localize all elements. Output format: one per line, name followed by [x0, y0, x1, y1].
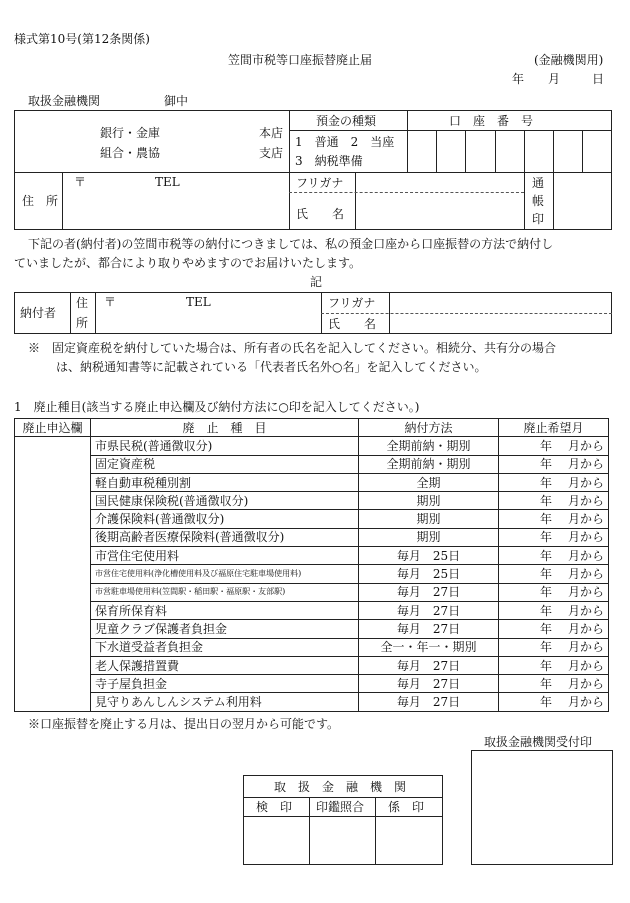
clerk-seal-label: 係 印 — [388, 800, 425, 814]
apply-cell[interactable] — [15, 473, 91, 491]
table-row — [15, 437, 609, 455]
payer-tel-label: TEL — [186, 295, 211, 309]
table-header-row — [15, 419, 609, 437]
col-month-header: 廃止希望月 — [499, 419, 609, 437]
cancel-month-cell[interactable] — [499, 437, 609, 455]
item-name: 固定資産税 — [91, 455, 359, 473]
table-row — [15, 601, 609, 619]
seal-label-3: 印 — [532, 212, 545, 226]
copy-type: (金融機関用) — [534, 53, 604, 67]
date-day: 日 — [592, 72, 605, 86]
cancel-month-suffix: 月から — [567, 493, 604, 508]
col-item-header: 廃 止 種 目 — [91, 419, 359, 437]
payer-furigana-label: フリガナ — [328, 296, 376, 310]
body-text-line1: 下記の者(納付者)の笠間市税等の納付につきましては、私の預金口座から口座振替の方法で納付し — [28, 237, 554, 251]
table-row — [15, 638, 609, 656]
deposit-options-2: 3 納税準備 — [295, 154, 363, 168]
payment-method[interactable]: 毎月 27日 — [359, 693, 499, 711]
payment-method[interactable]: 全期前納・期別 — [359, 437, 499, 455]
section1-title: 1 廃止種目(該当する廃止申込欄及び納付方法に○印を記入してください。) — [14, 400, 420, 414]
table-row — [15, 510, 609, 528]
branch-sub: 支店 — [259, 146, 284, 160]
payment-method[interactable]: 毎月 25日 — [359, 565, 499, 583]
seal-label-2: 帳 — [532, 194, 545, 208]
item-name: 保育所保育料 — [91, 601, 359, 619]
cancel-year-word: 年 — [539, 658, 552, 673]
apply-cell[interactable] — [15, 455, 91, 473]
cancel-month-suffix: 月から — [567, 676, 604, 691]
col-apply-header: 廃止申込欄 — [15, 419, 91, 437]
cancel-month-cell[interactable] — [499, 492, 609, 510]
payer-name-label: 氏 名 — [328, 317, 377, 331]
apply-cell[interactable] — [15, 656, 91, 674]
cancel-month-cell[interactable] — [499, 675, 609, 693]
cancel-month-cell[interactable] — [499, 510, 609, 528]
holder-tel-label: TEL — [155, 175, 180, 189]
item-name: 後期高齢者医療保険料(普通徴収分) — [91, 528, 359, 546]
table-row — [15, 693, 609, 711]
cancel-month-suffix: 月から — [567, 548, 604, 563]
cancel-month-cell[interactable] — [499, 638, 609, 656]
cancel-month-suffix: 月から — [567, 512, 604, 527]
cancel-month-suffix: 月から — [567, 621, 604, 636]
cancel-year-word: 年 — [539, 603, 552, 618]
apply-cell[interactable] — [15, 565, 91, 583]
payment-method[interactable]: 全一・年一・期別 — [359, 638, 499, 656]
cancel-month-cell[interactable] — [499, 601, 609, 619]
item-name: 介護保険料(普通徴収分) — [91, 510, 359, 528]
bank-processing-title: 取 扱 金 融 機 関 — [274, 780, 407, 794]
cancel-month-suffix: 月から — [567, 603, 604, 618]
item-name: 市営住宅使用料(浄化槽使用料及び福原住宅駐車場使用料) — [91, 565, 359, 583]
cancel-month-suffix: 月から — [567, 640, 604, 655]
apply-cell[interactable] — [15, 675, 91, 693]
cancel-year-word: 年 — [539, 695, 552, 710]
table-row — [15, 675, 609, 693]
item-name: 軽自動車税種別割 — [91, 473, 359, 491]
deposit-type-label: 預金の種類 — [316, 114, 377, 128]
cancel-items-table — [14, 418, 609, 712]
apply-cell[interactable] — [15, 547, 91, 565]
cancel-year-word: 年 — [539, 438, 552, 453]
apply-cell[interactable] — [15, 583, 91, 601]
footer-note: ※口座振替を廃止する月は、提出日の翌月から可能です。 — [28, 717, 340, 731]
cancel-year-word: 年 — [539, 493, 552, 508]
table-row — [15, 473, 609, 491]
payer-address-label-1: 住 — [76, 296, 89, 310]
apply-cell[interactable] — [15, 693, 91, 711]
item-name: 市営駐車場使用料(笠間駅・稲田駅・福原駅・友部駅) — [91, 583, 359, 601]
cancel-month-cell[interactable] — [499, 547, 609, 565]
table-row — [15, 492, 609, 510]
ki-mark: 記 — [310, 275, 323, 289]
date-month: 月 — [548, 72, 561, 86]
payment-method[interactable]: 全期 — [359, 473, 499, 491]
cancel-year-word: 年 — [539, 457, 552, 472]
payer-postal-mark: 〒 — [104, 295, 117, 309]
cancel-month-suffix: 月から — [567, 475, 604, 490]
cancel-month-cell[interactable] — [499, 565, 609, 583]
cancel-month-suffix: 月から — [567, 457, 604, 472]
bank-types-1: 銀行・金庫 — [100, 126, 161, 140]
note-line2: は、納税通知書等に記載されている「代表者氏名外○名」を記入してください。 — [56, 360, 487, 374]
payment-method[interactable]: 全期前納・期別 — [359, 455, 499, 473]
cancel-year-word: 年 — [539, 512, 552, 527]
apply-cell[interactable] — [15, 620, 91, 638]
item-name: 下水道受益者負担金 — [91, 638, 359, 656]
addressee-honorific: 御中 — [164, 94, 189, 108]
table-row — [15, 565, 609, 583]
form-title: 笠間市税等口座振替廃止届 — [228, 53, 373, 67]
holder-name-label: 氏 名 — [296, 207, 345, 221]
cancel-month-cell[interactable] — [499, 656, 609, 674]
receipt-stamp-box — [471, 750, 613, 865]
deposit-options-1: 1 普通 2 当座 — [295, 135, 395, 149]
apply-cell[interactable] — [15, 638, 91, 656]
cancel-year-word: 年 — [539, 585, 552, 600]
bank-types-2: 組合・農協 — [100, 146, 161, 160]
cancel-year-word: 年 — [539, 640, 552, 655]
item-name: 市県民税(普通徴収分) — [91, 437, 359, 455]
payer-address-label-2: 所 — [76, 316, 89, 330]
cancel-month-suffix: 月から — [567, 658, 604, 673]
cancel-year-word: 年 — [539, 676, 552, 691]
cancel-year-word: 年 — [539, 567, 552, 582]
cancel-month-cell[interactable] — [499, 693, 609, 711]
cancel-month-suffix: 月から — [567, 695, 604, 710]
cancel-month-cell[interactable] — [499, 455, 609, 473]
apply-cell[interactable] — [15, 601, 91, 619]
item-name: 見守りあんしんシステム利用料 — [91, 693, 359, 711]
cancel-year-word: 年 — [539, 530, 552, 545]
item-name: 寺子屋負担金 — [91, 675, 359, 693]
col-method-header: 納付方法 — [359, 419, 499, 437]
cancel-month-suffix: 月から — [567, 585, 604, 600]
account-number-label: 口 座 番 号 — [449, 114, 534, 128]
cancel-month-cell[interactable] — [499, 528, 609, 546]
payment-method[interactable]: 期別 — [359, 492, 499, 510]
item-name: 児童クラブ保護者負担金 — [91, 620, 359, 638]
cancel-month-cell[interactable] — [499, 620, 609, 638]
payment-method[interactable]: 毎月 27日 — [359, 583, 499, 601]
apply-cell[interactable] — [15, 492, 91, 510]
apply-cell[interactable] — [15, 437, 91, 455]
payment-method[interactable]: 毎月 27日 — [359, 620, 499, 638]
cancel-month-cell[interactable] — [499, 473, 609, 491]
table-row — [15, 528, 609, 546]
table-row — [15, 583, 609, 601]
payment-method[interactable]: 期別 — [359, 528, 499, 546]
note-line1: ※ 固定資産税を納付していた場合は、所有者の氏名を記入してください。相続分、共有分の場合 — [28, 341, 557, 355]
seal-label-1: 通 — [532, 176, 545, 190]
holder-postal-mark: 〒 — [74, 175, 87, 189]
item-name: 国民健康保険税(普通徴収分) — [91, 492, 359, 510]
date-year: 年 — [512, 72, 525, 86]
inspection-seal-label: 検 印 — [256, 800, 293, 814]
holder-address-label: 住 所 — [22, 194, 59, 208]
cancel-month-suffix: 月から — [567, 530, 604, 545]
cancel-month-suffix: 月から — [567, 567, 604, 582]
body-text-line2: ていましたが、都合により取りやめますのでお届けいたします。 — [14, 256, 362, 270]
payment-method[interactable]: 毎月 27日 — [359, 675, 499, 693]
cancel-month-suffix: 月から — [567, 438, 604, 453]
apply-cell[interactable] — [15, 510, 91, 528]
payment-method[interactable]: 毎月 27日 — [359, 601, 499, 619]
receipt-stamp-label: 取扱金融機関受付印 — [484, 735, 593, 749]
cancel-month-cell[interactable] — [499, 583, 609, 601]
table-row — [15, 547, 609, 565]
cancel-year-word: 年 — [539, 475, 552, 490]
item-name: 老人保護措置費 — [91, 656, 359, 674]
form-number: 様式第10号(第12条関係) — [14, 32, 150, 46]
seal-verification-label: 印鑑照合 — [316, 800, 365, 814]
table-row — [15, 656, 609, 674]
item-name: 市営住宅使用料 — [91, 547, 359, 565]
branch-main: 本店 — [259, 126, 284, 140]
cancel-year-word: 年 — [539, 621, 552, 636]
table-row — [15, 620, 609, 638]
cancel-year-word: 年 — [539, 548, 552, 563]
payment-method[interactable]: 毎月 25日 — [359, 547, 499, 565]
payment-method[interactable]: 期別 — [359, 510, 499, 528]
holder-furigana-label: フリガナ — [296, 176, 344, 190]
payment-method[interactable]: 毎月 27日 — [359, 656, 499, 674]
payer-label: 納付者 — [20, 306, 57, 320]
table-row — [15, 455, 609, 473]
apply-cell[interactable] — [15, 528, 91, 546]
addressee-label: 取扱金融機関 — [28, 94, 101, 108]
